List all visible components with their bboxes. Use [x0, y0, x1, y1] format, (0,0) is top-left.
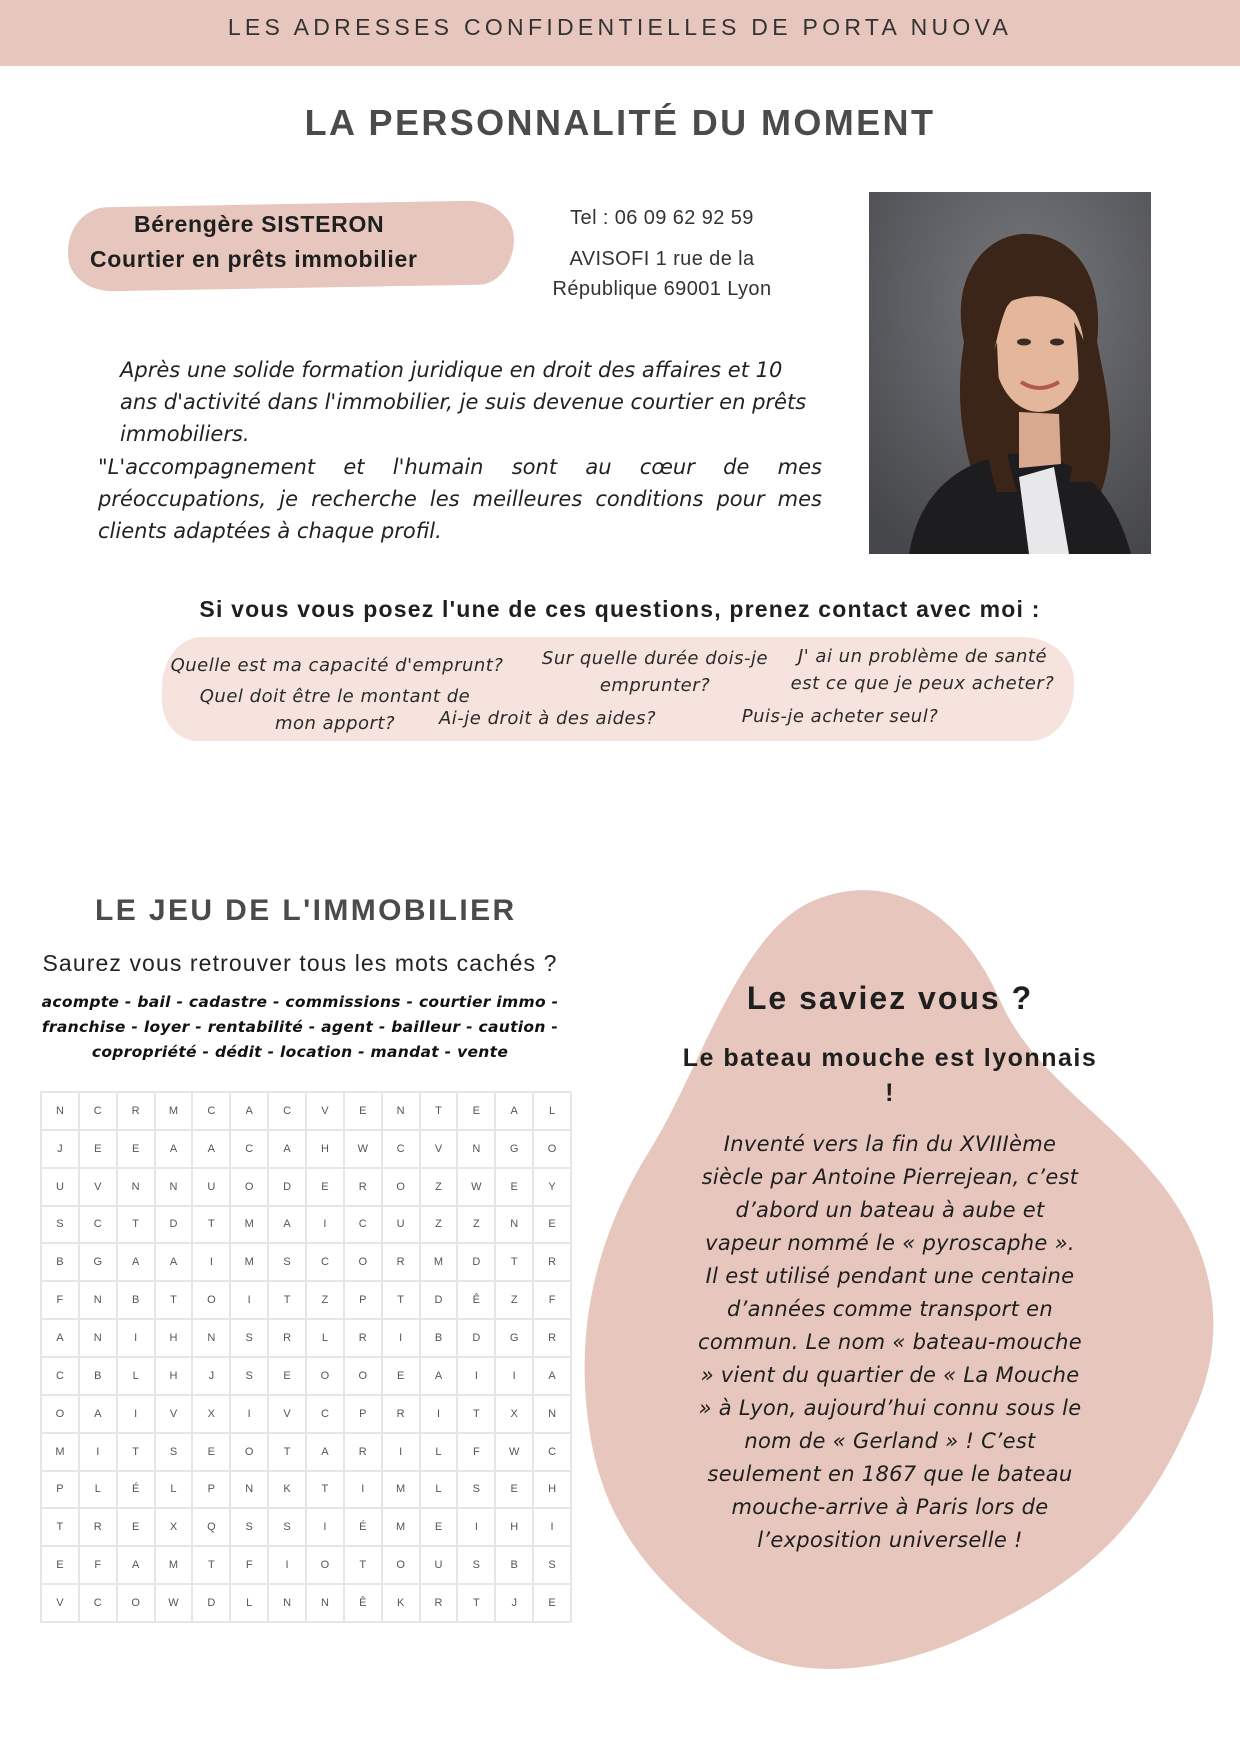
- grid-cell[interactable]: N: [307, 1585, 343, 1621]
- grid-cell[interactable]: O: [307, 1547, 343, 1583]
- grid-cell[interactable]: L: [231, 1585, 267, 1621]
- grid-cell[interactable]: I: [118, 1396, 154, 1432]
- grid-cell[interactable]: F: [458, 1434, 494, 1470]
- grid-cell[interactable]: L: [307, 1320, 343, 1356]
- grid-cell[interactable]: S: [42, 1207, 78, 1243]
- grid-cell[interactable]: O: [193, 1282, 229, 1318]
- grid-cell[interactable]: Z: [307, 1282, 343, 1318]
- word-list-line: franchise - loyer - rentabilité - agent - bailleur - caution -: [41, 1018, 559, 1036]
- grid-cell[interactable]: E: [496, 1472, 532, 1508]
- grid-cell[interactable]: A: [156, 1244, 192, 1280]
- grid-cell[interactable]: Z: [458, 1207, 494, 1243]
- grid-cell[interactable]: L: [118, 1358, 154, 1394]
- grid-cell[interactable]: L: [534, 1093, 570, 1129]
- grid-cell[interactable]: L: [80, 1472, 116, 1508]
- grid-cell[interactable]: S: [269, 1244, 305, 1280]
- grid-cell[interactable]: Ê: [458, 1282, 494, 1318]
- question-item: Puis-je acheter seul?: [741, 706, 939, 727]
- grid-cell[interactable]: T: [42, 1509, 78, 1545]
- grid-cell[interactable]: R: [345, 1434, 381, 1470]
- grid-cell[interactable]: A: [193, 1131, 229, 1167]
- grid-cell[interactable]: A: [269, 1131, 305, 1167]
- fact-subtitle: Le bateau mouche est lyonnais !: [682, 1044, 1098, 1107]
- grid-cell[interactable]: I: [534, 1509, 570, 1545]
- grid-cell[interactable]: É: [118, 1472, 154, 1508]
- question-item: Quel doit être le montant de mon apport?: [199, 686, 471, 734]
- grid-cell[interactable]: I: [193, 1244, 229, 1280]
- grid-cell[interactable]: T: [383, 1282, 419, 1318]
- grid-cell[interactable]: H: [307, 1131, 343, 1167]
- grid-cell[interactable]: H: [156, 1358, 192, 1394]
- grid-cell[interactable]: E: [496, 1169, 532, 1205]
- grid-cell[interactable]: M: [231, 1207, 267, 1243]
- grid-cell[interactable]: I: [383, 1320, 419, 1356]
- grid-cell[interactable]: F: [42, 1282, 78, 1318]
- grid-cell[interactable]: C: [307, 1244, 343, 1280]
- grid-cell[interactable]: C: [383, 1131, 419, 1167]
- person-role: Courtier en prêts immobilier: [90, 246, 418, 272]
- grid-cell[interactable]: V: [307, 1093, 343, 1129]
- grid-cell[interactable]: R: [345, 1169, 381, 1205]
- grid-cell[interactable]: R: [534, 1320, 570, 1356]
- grid-cell[interactable]: I: [118, 1320, 154, 1356]
- grid-cell[interactable]: E: [421, 1509, 457, 1545]
- grid-cell[interactable]: I: [421, 1396, 457, 1432]
- grid-cell[interactable]: L: [156, 1472, 192, 1508]
- grid-cell[interactable]: S: [534, 1547, 570, 1583]
- fact-title: Le saviez vous ?: [746, 980, 1034, 1016]
- grid-cell[interactable]: G: [80, 1244, 116, 1280]
- grid-cell[interactable]: R: [383, 1396, 419, 1432]
- banner-title: LES ADRESSES CONFIDENTIELLES DE PORTA NUOVA: [227, 14, 1013, 40]
- portrait-photo: [869, 192, 1151, 554]
- grid-cell[interactable]: T: [156, 1282, 192, 1318]
- grid-cell[interactable]: N: [269, 1585, 305, 1621]
- fact-body: Inventé vers la fin du XVIIIème siècle par Antoine Pierrejean, c’est d’abord un bateau à aube et vapeur nommé le « pyroscaphe ». Il est utilisé pendant une centaine d’années comme transport en commun. Le nom « bateau-mouche » vient du quartier de « La Mouche » à Lyon, aujourd’hui connu sous le nom de « Gerland » ! C’est seulement en 1867 que le bateau mouche-arrive à Paris lors de l’exposition universelle !: [698, 1132, 1082, 1552]
- grid-cell[interactable]: O: [534, 1131, 570, 1167]
- grid-cell[interactable]: B: [80, 1358, 116, 1394]
- grid-cell[interactable]: N: [231, 1472, 267, 1508]
- grid-cell[interactable]: E: [118, 1509, 154, 1545]
- grid-cell[interactable]: S: [458, 1472, 494, 1508]
- grid-cell[interactable]: T: [269, 1282, 305, 1318]
- word-list: [0, 990, 600, 1065]
- word-list-line: copropriété - dédit - location - mandat - vente: [91, 1043, 509, 1061]
- personality-section-title: LA PERSONNALITÉ DU MOMENT: [304, 102, 936, 143]
- grid-cell[interactable]: F: [80, 1547, 116, 1583]
- grid-cell[interactable]: H: [534, 1472, 570, 1508]
- grid-cell[interactable]: E: [193, 1434, 229, 1470]
- grid-cell[interactable]: R: [383, 1244, 419, 1280]
- grid-cell[interactable]: G: [496, 1320, 532, 1356]
- grid-cell[interactable]: I: [458, 1358, 494, 1394]
- grid-cell[interactable]: R: [269, 1320, 305, 1356]
- word-list-line: acompte - bail - cadastre - commissions - courtier immo -: [41, 993, 559, 1011]
- grid-cell[interactable]: O: [307, 1358, 343, 1394]
- grid-cell[interactable]: S: [269, 1509, 305, 1545]
- grid-cell[interactable]: X: [193, 1396, 229, 1432]
- grid-cell[interactable]: O: [118, 1585, 154, 1621]
- grid-cell[interactable]: R: [421, 1585, 457, 1621]
- grid-cell[interactable]: V: [269, 1396, 305, 1432]
- grid-cell[interactable]: N: [156, 1169, 192, 1205]
- grid-cell[interactable]: E: [307, 1169, 343, 1205]
- grid-cell[interactable]: B: [421, 1320, 457, 1356]
- grid-cell[interactable]: T: [118, 1207, 154, 1243]
- game-section-title: LE JEU DE L'IMMOBILIER: [95, 894, 517, 927]
- grid-cell[interactable]: S: [458, 1547, 494, 1583]
- grid-cell[interactable]: S: [231, 1320, 267, 1356]
- grid-cell[interactable]: N: [80, 1320, 116, 1356]
- grid-cell[interactable]: O: [231, 1169, 267, 1205]
- grid-cell[interactable]: W: [345, 1131, 381, 1167]
- grid-cell[interactable]: S: [231, 1358, 267, 1394]
- grid-cell[interactable]: E: [345, 1093, 381, 1129]
- grid-cell[interactable]: U: [193, 1169, 229, 1205]
- grid-cell[interactable]: E: [534, 1207, 570, 1243]
- grid-cell[interactable]: E: [383, 1358, 419, 1394]
- grid-cell[interactable]: Y: [534, 1169, 570, 1205]
- grid-cell[interactable]: A: [118, 1244, 154, 1280]
- grid-cell[interactable]: C: [269, 1093, 305, 1129]
- grid-cell[interactable]: A: [269, 1207, 305, 1243]
- grid-cell[interactable]: R: [534, 1244, 570, 1280]
- grid-cell[interactable]: V: [80, 1169, 116, 1205]
- grid-cell[interactable]: I: [383, 1434, 419, 1470]
- grid-cell[interactable]: J: [42, 1131, 78, 1167]
- grid-cell[interactable]: C: [80, 1207, 116, 1243]
- grid-cell[interactable]: P: [193, 1472, 229, 1508]
- grid-cell[interactable]: I: [345, 1472, 381, 1508]
- question-item: Sur quelle durée dois-je emprunter?: [541, 648, 769, 696]
- grid-cell[interactable]: U: [421, 1547, 457, 1583]
- grid-cell[interactable]: T: [118, 1434, 154, 1470]
- grid-cell[interactable]: N: [458, 1131, 494, 1167]
- grid-cell[interactable]: O: [345, 1358, 381, 1394]
- grid-cell[interactable]: B: [496, 1547, 532, 1583]
- bio-intro: Après une solide formation juridique en droit des affaires et 10 ans d'activité dans l'immobilier, je suis devenue courtier en prêts immobiliers.: [120, 358, 807, 446]
- grid-cell[interactable]: A: [496, 1093, 532, 1129]
- grid-cell[interactable]: A: [118, 1547, 154, 1583]
- grid-cell[interactable]: E: [80, 1131, 116, 1167]
- grid-cell[interactable]: A: [534, 1358, 570, 1394]
- grid-cell[interactable]: D: [156, 1207, 192, 1243]
- grid-cell[interactable]: W: [496, 1434, 532, 1470]
- questions-heading: Si vous vous posez l'une de ces questions, prenez contact avec moi :: [199, 596, 1041, 622]
- grid-cell[interactable]: L: [421, 1472, 457, 1508]
- grid-cell[interactable]: I: [307, 1207, 343, 1243]
- grid-cell[interactable]: H: [156, 1320, 192, 1356]
- grid-cell[interactable]: S: [156, 1434, 192, 1470]
- address-line-2: République 69001 Lyon: [552, 278, 772, 300]
- grid-cell[interactable]: E: [534, 1585, 570, 1621]
- grid-cell[interactable]: R: [118, 1093, 154, 1129]
- grid-cell[interactable]: F: [534, 1282, 570, 1318]
- grid-cell[interactable]: R: [345, 1320, 381, 1356]
- grid-cell[interactable]: C: [80, 1585, 116, 1621]
- grid-cell[interactable]: C: [193, 1093, 229, 1129]
- grid-cell[interactable]: P: [345, 1396, 381, 1432]
- grid-cell[interactable]: N: [80, 1282, 116, 1318]
- contact-address: [512, 244, 812, 304]
- grid-cell[interactable]: X: [156, 1509, 192, 1545]
- grid-cell[interactable]: E: [458, 1093, 494, 1129]
- question-item: Ai-je droit à des aides?: [438, 708, 657, 729]
- grid-cell[interactable]: N: [534, 1396, 570, 1432]
- grid-cell[interactable]: J: [496, 1585, 532, 1621]
- grid-cell[interactable]: E: [118, 1131, 154, 1167]
- grid-cell[interactable]: Z: [421, 1207, 457, 1243]
- grid-cell[interactable]: D: [269, 1169, 305, 1205]
- grid-cell[interactable]: G: [496, 1131, 532, 1167]
- grid-cell[interactable]: O: [42, 1396, 78, 1432]
- grid-cell[interactable]: I: [496, 1358, 532, 1394]
- grid-cell[interactable]: T: [307, 1472, 343, 1508]
- address-line-1: AVISOFI 1 rue de la: [569, 248, 755, 270]
- grid-cell[interactable]: C: [345, 1207, 381, 1243]
- grid-cell[interactable]: Z: [496, 1282, 532, 1318]
- grid-cell[interactable]: X: [496, 1396, 532, 1432]
- grid-cell[interactable]: D: [458, 1320, 494, 1356]
- grid-cell[interactable]: Ê: [345, 1585, 381, 1621]
- grid-cell[interactable]: I: [231, 1282, 267, 1318]
- grid-cell[interactable]: Z: [421, 1169, 457, 1205]
- grid-cell[interactable]: M: [156, 1547, 192, 1583]
- grid-cell[interactable]: A: [307, 1434, 343, 1470]
- grid-cell[interactable]: N: [383, 1093, 419, 1129]
- grid-cell[interactable]: U: [42, 1169, 78, 1205]
- grid-cell[interactable]: N: [496, 1207, 532, 1243]
- grid-cell[interactable]: U: [383, 1207, 419, 1243]
- grid-cell[interactable]: A: [80, 1396, 116, 1432]
- grid-cell[interactable]: T: [269, 1434, 305, 1470]
- grid-cell[interactable]: D: [193, 1585, 229, 1621]
- grid-cell[interactable]: N: [118, 1169, 154, 1205]
- grid-cell[interactable]: S: [231, 1509, 267, 1545]
- grid-cell[interactable]: O: [383, 1547, 419, 1583]
- grid-cell[interactable]: O: [383, 1169, 419, 1205]
- grid-cell[interactable]: I: [80, 1434, 116, 1470]
- grid-cell[interactable]: T: [458, 1396, 494, 1432]
- question-item: Quelle est ma capacité d'emprunt?: [170, 655, 504, 676]
- grid-cell[interactable]: V: [156, 1396, 192, 1432]
- grid-cell[interactable]: É: [345, 1509, 381, 1545]
- grid-cell[interactable]: B: [42, 1244, 78, 1280]
- grid-cell[interactable]: M: [156, 1093, 192, 1129]
- grid-cell[interactable]: T: [458, 1585, 494, 1621]
- grid-cell[interactable]: W: [156, 1585, 192, 1621]
- grid-cell[interactable]: N: [42, 1093, 78, 1129]
- grid-cell[interactable]: C: [80, 1093, 116, 1129]
- grid-cell[interactable]: H: [496, 1509, 532, 1545]
- grid-cell[interactable]: V: [42, 1585, 78, 1621]
- grid-cell[interactable]: R: [80, 1509, 116, 1545]
- game-subtitle: Saurez vous retrouver tous les mots cachés ?: [42, 950, 558, 976]
- grid-cell[interactable]: I: [269, 1547, 305, 1583]
- grid-cell[interactable]: D: [421, 1282, 457, 1318]
- question-item: J' ai un problème de santé est ce que je peux acheter?: [790, 646, 1055, 694]
- grid-cell[interactable]: K: [383, 1585, 419, 1621]
- grid-cell[interactable]: T: [193, 1207, 229, 1243]
- grid-cell[interactable]: V: [421, 1131, 457, 1167]
- grid-cell[interactable]: P: [345, 1282, 381, 1318]
- contact-phone: Tel : 06 09 62 92 59: [570, 207, 754, 229]
- grid-cell[interactable]: W: [458, 1169, 494, 1205]
- grid-cell[interactable]: E: [269, 1358, 305, 1394]
- grid-cell[interactable]: D: [458, 1244, 494, 1280]
- grid-cell[interactable]: T: [345, 1547, 381, 1583]
- grid-cell[interactable]: Q: [193, 1509, 229, 1545]
- grid-cell[interactable]: J: [193, 1358, 229, 1394]
- grid-cell[interactable]: A: [231, 1093, 267, 1129]
- grid-cell[interactable]: N: [193, 1320, 229, 1356]
- grid-cell[interactable]: T: [496, 1244, 532, 1280]
- grid-cell[interactable]: C: [42, 1358, 78, 1394]
- grid-cell[interactable]: A: [42, 1320, 78, 1356]
- grid-cell[interactable]: M: [231, 1244, 267, 1280]
- grid-cell[interactable]: O: [231, 1434, 267, 1470]
- grid-cell[interactable]: I: [231, 1396, 267, 1432]
- word-search-grid[interactable]: [40, 1091, 572, 1623]
- grid-cell[interactable]: L: [421, 1434, 457, 1470]
- grid-cell[interactable]: O: [345, 1244, 381, 1280]
- bio-quote: "L'accompagnement et l'humain sont au cœur de mes préoccupations, je recherche les meilleures conditions pour mes clients adaptées à chaque profil.: [98, 455, 822, 543]
- grid-cell[interactable]: M: [383, 1509, 419, 1545]
- grid-cell[interactable]: A: [156, 1131, 192, 1167]
- grid-cell[interactable]: I: [307, 1509, 343, 1545]
- grid-cell[interactable]: E: [42, 1547, 78, 1583]
- grid-cell[interactable]: C: [534, 1434, 570, 1470]
- grid-cell[interactable]: M: [421, 1244, 457, 1280]
- grid-cell[interactable]: P: [42, 1472, 78, 1508]
- grid-cell[interactable]: I: [458, 1509, 494, 1545]
- grid-cell[interactable]: T: [421, 1093, 457, 1129]
- grid-cell[interactable]: K: [269, 1472, 305, 1508]
- grid-cell[interactable]: A: [421, 1358, 457, 1394]
- grid-cell[interactable]: T: [193, 1547, 229, 1583]
- grid-cell[interactable]: B: [118, 1282, 154, 1318]
- grid-cell[interactable]: M: [383, 1472, 419, 1508]
- grid-cell[interactable]: M: [42, 1434, 78, 1470]
- grid-cell[interactable]: C: [307, 1396, 343, 1432]
- grid-cell[interactable]: F: [231, 1547, 267, 1583]
- grid-cell[interactable]: C: [231, 1131, 267, 1167]
- person-name: Bérengère SISTERON: [134, 211, 385, 237]
